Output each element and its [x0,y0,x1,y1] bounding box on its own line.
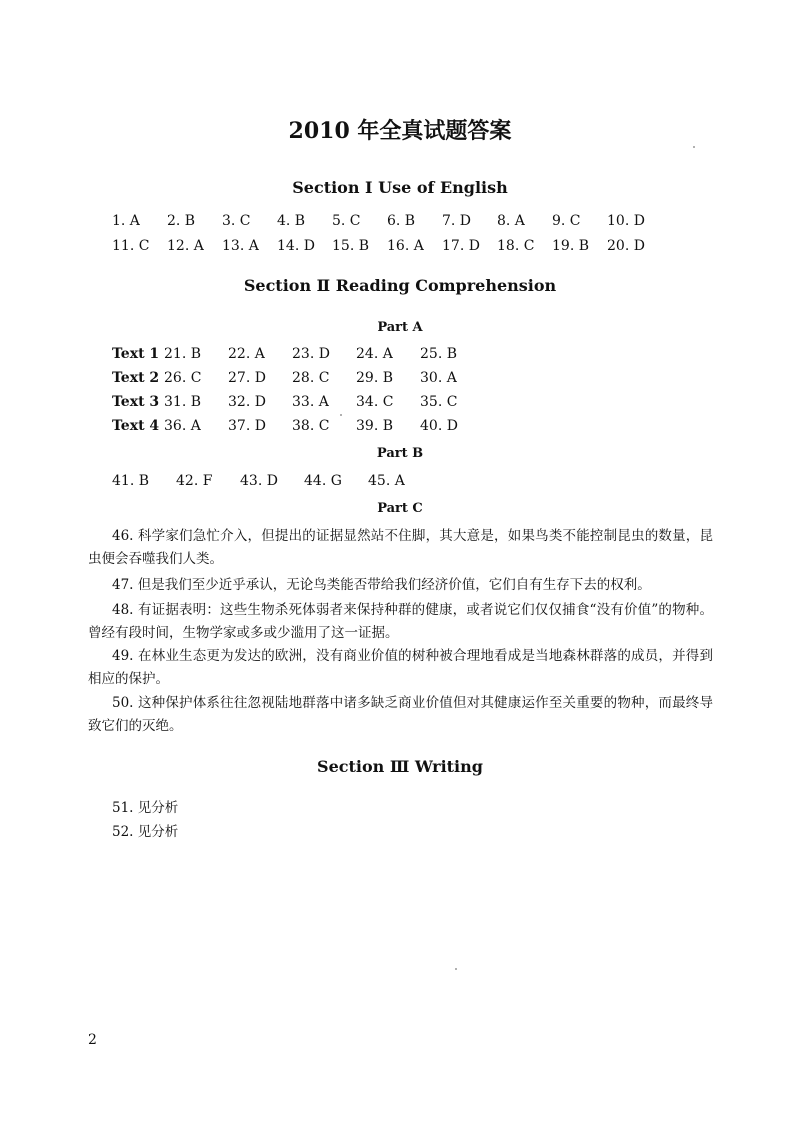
answer-44: 44. G [304,473,342,489]
answer-13: 13. A [222,238,259,254]
answer-38: 38. C [292,418,330,434]
answer-22: 22. A [228,346,265,362]
answer-31: 31. B [164,394,202,410]
answer-41: 41. B [112,473,150,489]
answer-32: 32. D [228,394,266,410]
writing-52: 52. 见分析 [112,824,179,840]
answer-19: 19. B [552,238,590,254]
text-4-answers [112,418,484,434]
answer-12: 12. A [167,238,204,254]
text-2-answers [112,370,484,386]
answer-20: 20. D [607,238,645,254]
answer-40: 40. D [420,418,458,434]
answer-6: 6. B [387,213,416,229]
answer-33: 33. A [292,394,329,410]
translation-46: 46. 科学家们急忙介入，但提出的证据显然站不住脚，其大意是，如果鸟类不能控制昆虫的数量，昆虫便会吞噬我们人类。 [88,528,713,567]
answer-14: 14. D [277,238,315,254]
part-b-heading: Part B [376,446,424,461]
answer-1: 1. A [112,213,140,229]
page-title: 2010 年全真试题答案 [288,118,512,144]
answer-9: 9. C [552,213,581,229]
answer-10: 10. D [607,213,645,229]
scan-speck [455,968,457,970]
text-3-answers [112,394,484,410]
part-b-answers [112,473,432,489]
answer-45: 45. A [368,473,405,489]
answer-3: 3. C [222,213,251,229]
section1-heading: Section Ⅰ Use of English [292,178,508,197]
writing-51: 51. 见分析 [112,800,179,816]
answer-18: 18. C [497,238,535,254]
answer-25: 25. B [420,346,458,362]
part-c-heading: Part C [377,501,423,516]
answer-16: 16. A [387,238,424,254]
section1-answers-row-1 [112,213,662,229]
translation-49: 49. 在林业生态更为发达的欧洲，没有商业价值的树种被合理地看成是当地森林群落的成员，并得到相应的保护。 [88,648,713,687]
scan-speck [340,414,342,416]
answer-24: 24. A [356,346,393,362]
answer-23: 23. D [292,346,330,362]
answer-28: 28. C [292,370,330,386]
translation-48: 48. 有证据表明：这些生物杀死体弱者来保持种群的健康，或者说它们仅仅捕食“没有价值”的物种。曾经有段时间，生物学家或多或少滥用了这一证据。 [88,602,713,641]
text-1-answers [112,346,484,362]
answer-4: 4. B [277,213,306,229]
answer-17: 17. D [442,238,480,254]
answer-21: 21. B [164,346,202,362]
answer-34: 34. C [356,394,394,410]
answer-5: 5. C [332,213,361,229]
answer-2: 2. B [167,213,196,229]
page-number: 2 [88,1032,97,1048]
answer-37: 37. D [228,418,266,434]
text-4-label: Text 4 [112,418,160,434]
answer-7: 7. D [442,213,472,229]
answer-36: 36. A [164,418,201,434]
answer-26: 26. C [164,370,202,386]
answer-39: 39. B [356,418,394,434]
answer-43: 43. D [240,473,278,489]
section2-heading: Section Ⅱ Reading Comprehension [243,276,557,295]
text-3-label: Text 3 [112,394,160,410]
answer-8: 8. A [497,213,525,229]
section3-heading: Section Ⅲ Writing [317,757,483,776]
translation-47: 47. 但是我们至少近乎承认，无论鸟类能否带给我们经济价值，它们自有生存下去的权利。 [112,577,651,593]
answer-27: 27. D [228,370,266,386]
text-2-label: Text 2 [112,370,160,386]
scan-speck [693,146,695,148]
answer-29: 29. B [356,370,394,386]
answer-11: 11. C [112,238,150,254]
answer-30: 30. A [420,370,457,386]
part-a-heading: Part A [377,320,423,335]
text-1-label: Text 1 [112,346,160,362]
translation-50: 50. 这种保护体系往往忽视陆地群落中诸多缺乏商业价值但对其健康运作至关重要的物种，而最终导致它们的灭绝。 [88,695,713,734]
section1-answers-row-2 [112,238,662,254]
answer-42: 42. F [176,473,213,489]
answer-35: 35. C [420,394,458,410]
answer-15: 15. B [332,238,370,254]
